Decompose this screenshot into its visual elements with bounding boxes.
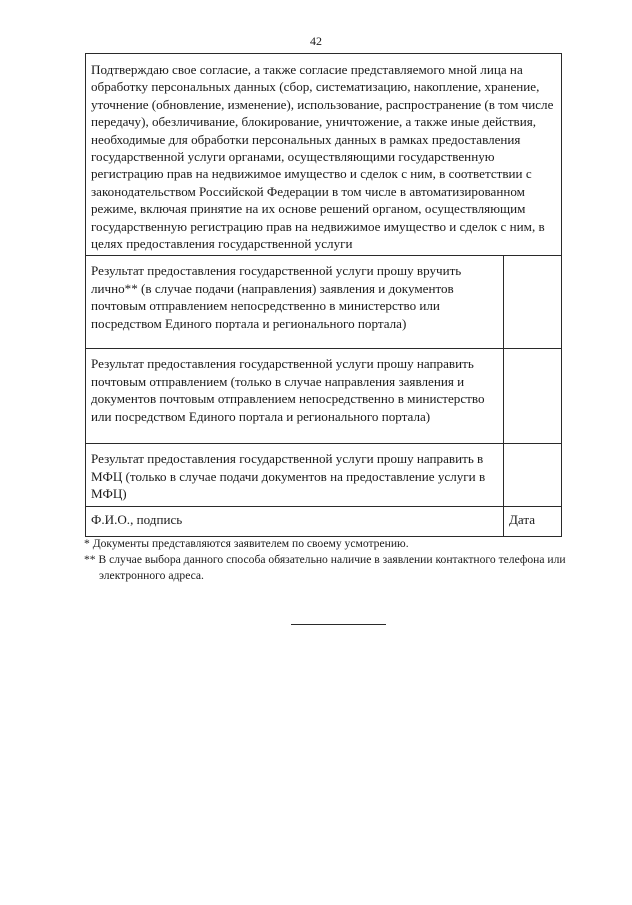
option-text-mfc-delivery: Результат предоставления государственной услуги прошу направить в МФЦ (только в случае подачи документов на предоставление услуги в МФЦ) — [86, 444, 504, 507]
end-divider-line — [291, 624, 386, 625]
option-row-personal-delivery — [86, 256, 562, 349]
option-text-postal-delivery: Результат предоставления государственной услуги прошу направить почтовым отправлением (только в случае направления заявления и документов почтовым отправлением непосредственно в министерство или посредством Единого портала и регионального портала) — [86, 349, 504, 444]
page-number: 42 — [310, 34, 322, 48]
option-mark-cell-personal-delivery[interactable] — [504, 256, 562, 349]
option-mark-cell-postal-delivery[interactable] — [504, 349, 562, 444]
footnote-documents: * Документы представляются заявителем по своему усмотрению. — [84, 537, 409, 550]
option-text-personal-delivery: Результат предоставления государственной услуги прошу вручить лично** (в случае подачи (направления) заявления и документов почтовым отправлением непосредственно в министерство или посредством Единого портала и регионального портала) — [86, 256, 504, 349]
consent-text: Подтверждаю свое согласие, а также согласие представляемого мной лица на обработку персональных данных (сбор, систематизацию, накопление, хранение, уточнение (обновление, изменение), использование, распространение (в том числе передачу), обезличивание, блокирование, уничтожение, а также иные действия, необходимые для обработки персональных данных в рамках предоставления государственной услуги органами, осуществляющими государственную регистрацию прав на недвижимое имущество и сделок с ним, в соответствии с законодательством Российской Федерации в том числе в автоматизированном режиме, включая принятие на их основе решений органом, осуществляющим государственную регистрацию прав на недвижимое имущество и сделок с ним, в целях предоставления государственной услуги — [86, 54, 562, 256]
date-label[interactable]: Дата — [504, 507, 562, 537]
consent-row — [86, 54, 562, 256]
option-row-postal-delivery — [86, 349, 562, 444]
consent-form-table — [85, 53, 562, 537]
signature-label[interactable]: Ф.И.О., подпись — [86, 507, 504, 537]
signature-row — [86, 507, 562, 537]
option-mark-cell-mfc-delivery[interactable] — [504, 444, 562, 507]
footnotes — [84, 536, 604, 584]
option-row-mfc-delivery — [86, 444, 562, 507]
footnote-contact-required: ** В случае выбора данного способа обязательно наличие в заявлении контактного телефона или электронного адреса. — [84, 553, 566, 582]
